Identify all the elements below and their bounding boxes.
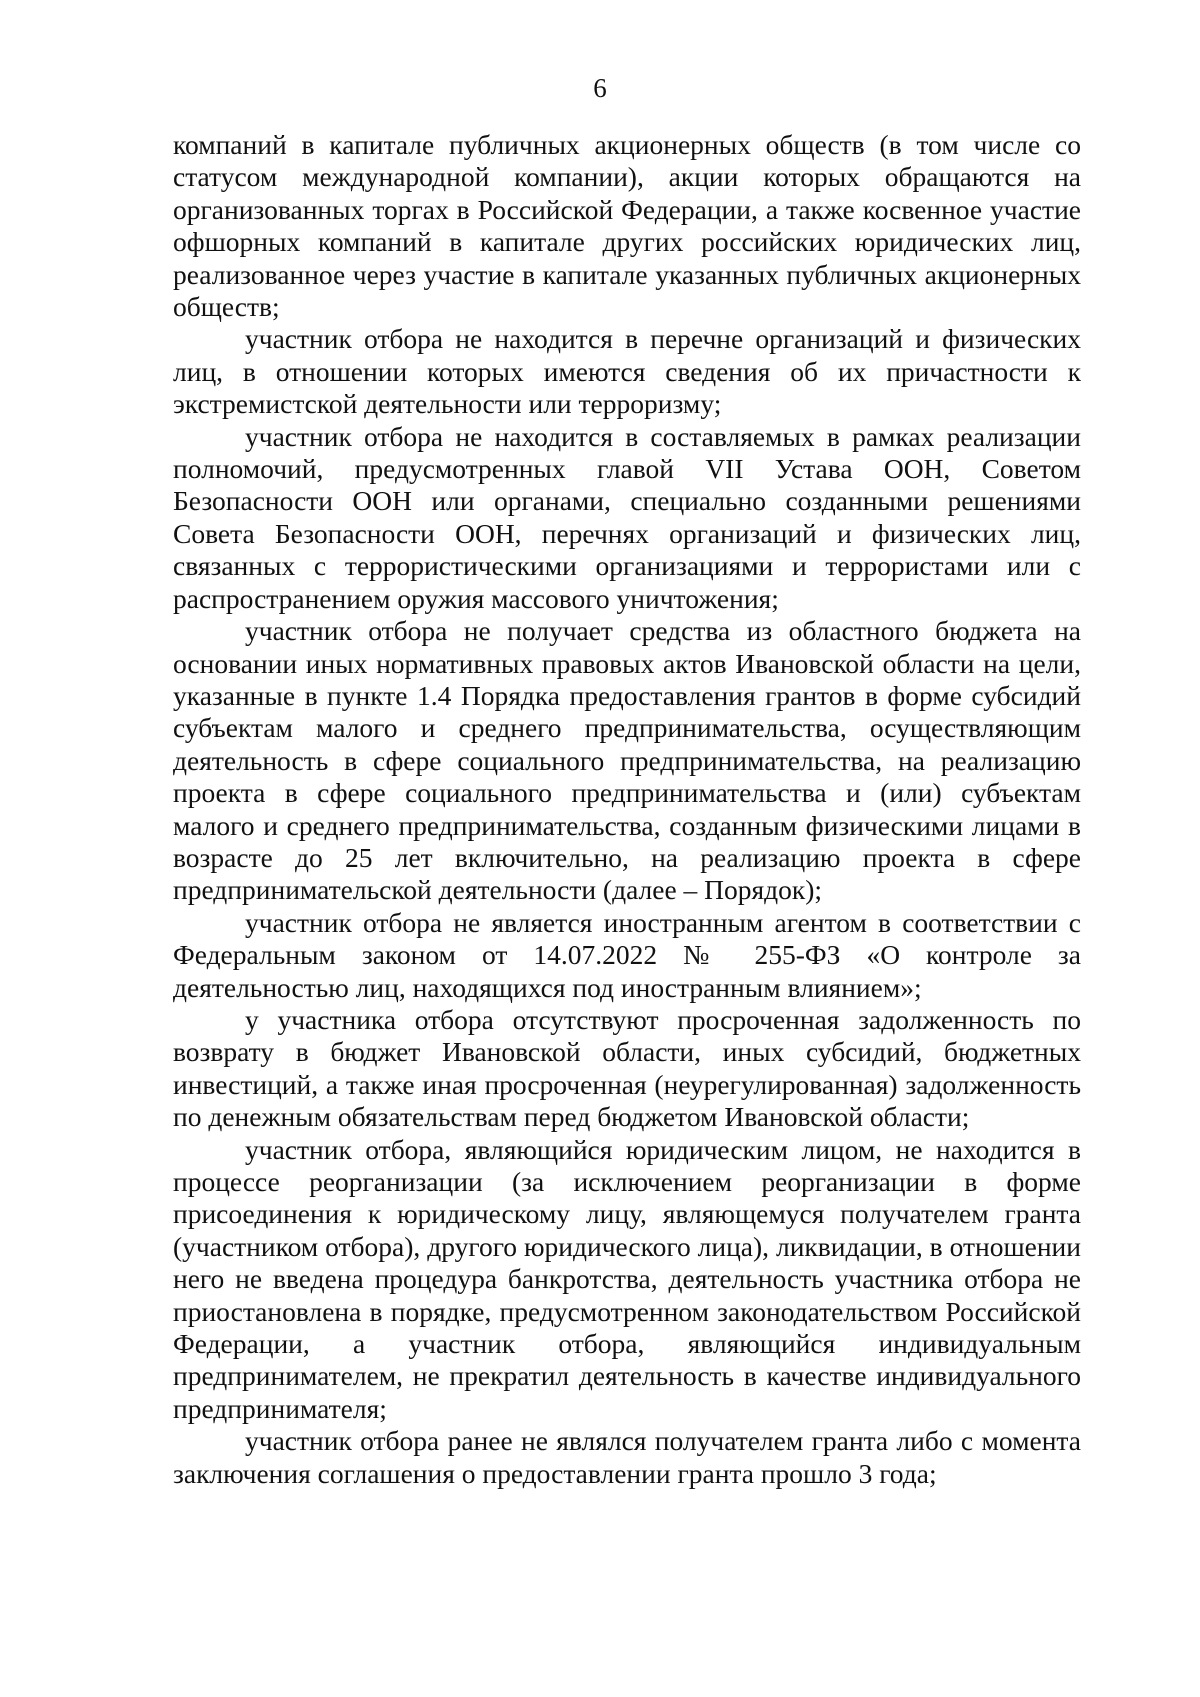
page-number: 6 (593, 73, 607, 103)
paragraph-regional-budget-funds: участник отбора не получает средства из областного бюджета на основании иных нормативных правовых актов Ивановской области на цели, указанные в пункте 1.4 Порядка предоставления грантов в форме субсидий субъектам малого и среднего предпринимательства, осуществляющим деятельность в сфере социального предпринимательства, на реализацию проекта в сфере социального предпринимательства и (или) субъектам малого и среднего предпринимательства, созданным физическими лицами в возрасте до 25 лет включительно, на реализацию проекта в сфере предпринимательской деятельности (далее – Порядок); (173, 615, 1081, 906)
paragraph-foreign-agent: участник отбора не является иностранным агентом в соответствии с Федеральным законом от 14.07.2022 № 255-ФЗ «О контроле за деятельностью лиц, находящихся под иностранным влиянием»; (173, 906, 1081, 1003)
paragraph-overdue-debt: у участника отбора отсутствуют просроченная задолженность по возврату в бюджет Ивановской области, иных субсидий, бюджетных инвестиций, а также иная просроченная (неурегулированная) задолженность по денежным обязательствам перед бюджетом Ивановской области; (173, 1003, 1081, 1133)
paragraph-offshore-participation: компаний в капитале публичных акционерных обществ (в том числе со статусом международной компании), акции которых обращаются на организованных торгах в Российской Федерации, а также косвенное участие офшорных компаний в капитале других российских юридических лиц, реализованное через участие в капитале указанных публичных акционерных обществ; (173, 129, 1081, 323)
document-body (173, 129, 1081, 1490)
paragraph-reorganization-liquidation: участник отбора, являющийся юридическим лицом, не находится в процессе реорганизации (за исключением реорганизации в форме присоединения к юридическому лицу, являющемуся получателем гранта (участником отбора), другого юридического лица), ликвидации, в отношении него не введена процедура банкротства, деятельность участника отбора не приостановлена в порядке, предусмотренном законодательством Российской Федерации, а участник отбора, являющийся индивидуальным предпринимателем, не прекратил деятельность в качестве индивидуального предпринимателя; (173, 1133, 1081, 1424)
paragraph-un-security-council-list: участник отбора не находится в составляемых в рамках реализации полномочий, предусмотренных главой VII Устава ООН, Советом Безопасности ООН или органами, специально созданными решениями Совета Безопасности ООН, перечнях организаций и физических лиц, связанных с террористическими организациями и террористами или с распространением оружия массового уничтожения; (173, 420, 1081, 614)
paragraph-previous-grant: участник отбора ранее не являлся получателем гранта либо с момента заключения соглашения о предоставлении гранта прошло 3 года; (173, 1425, 1081, 1489)
paragraph-extremism-list: участник отбора не находится в перечне организаций и физических лиц, в отношении которых имеются сведения об их причастности к экстремистской деятельности или терроризму; (173, 323, 1081, 420)
